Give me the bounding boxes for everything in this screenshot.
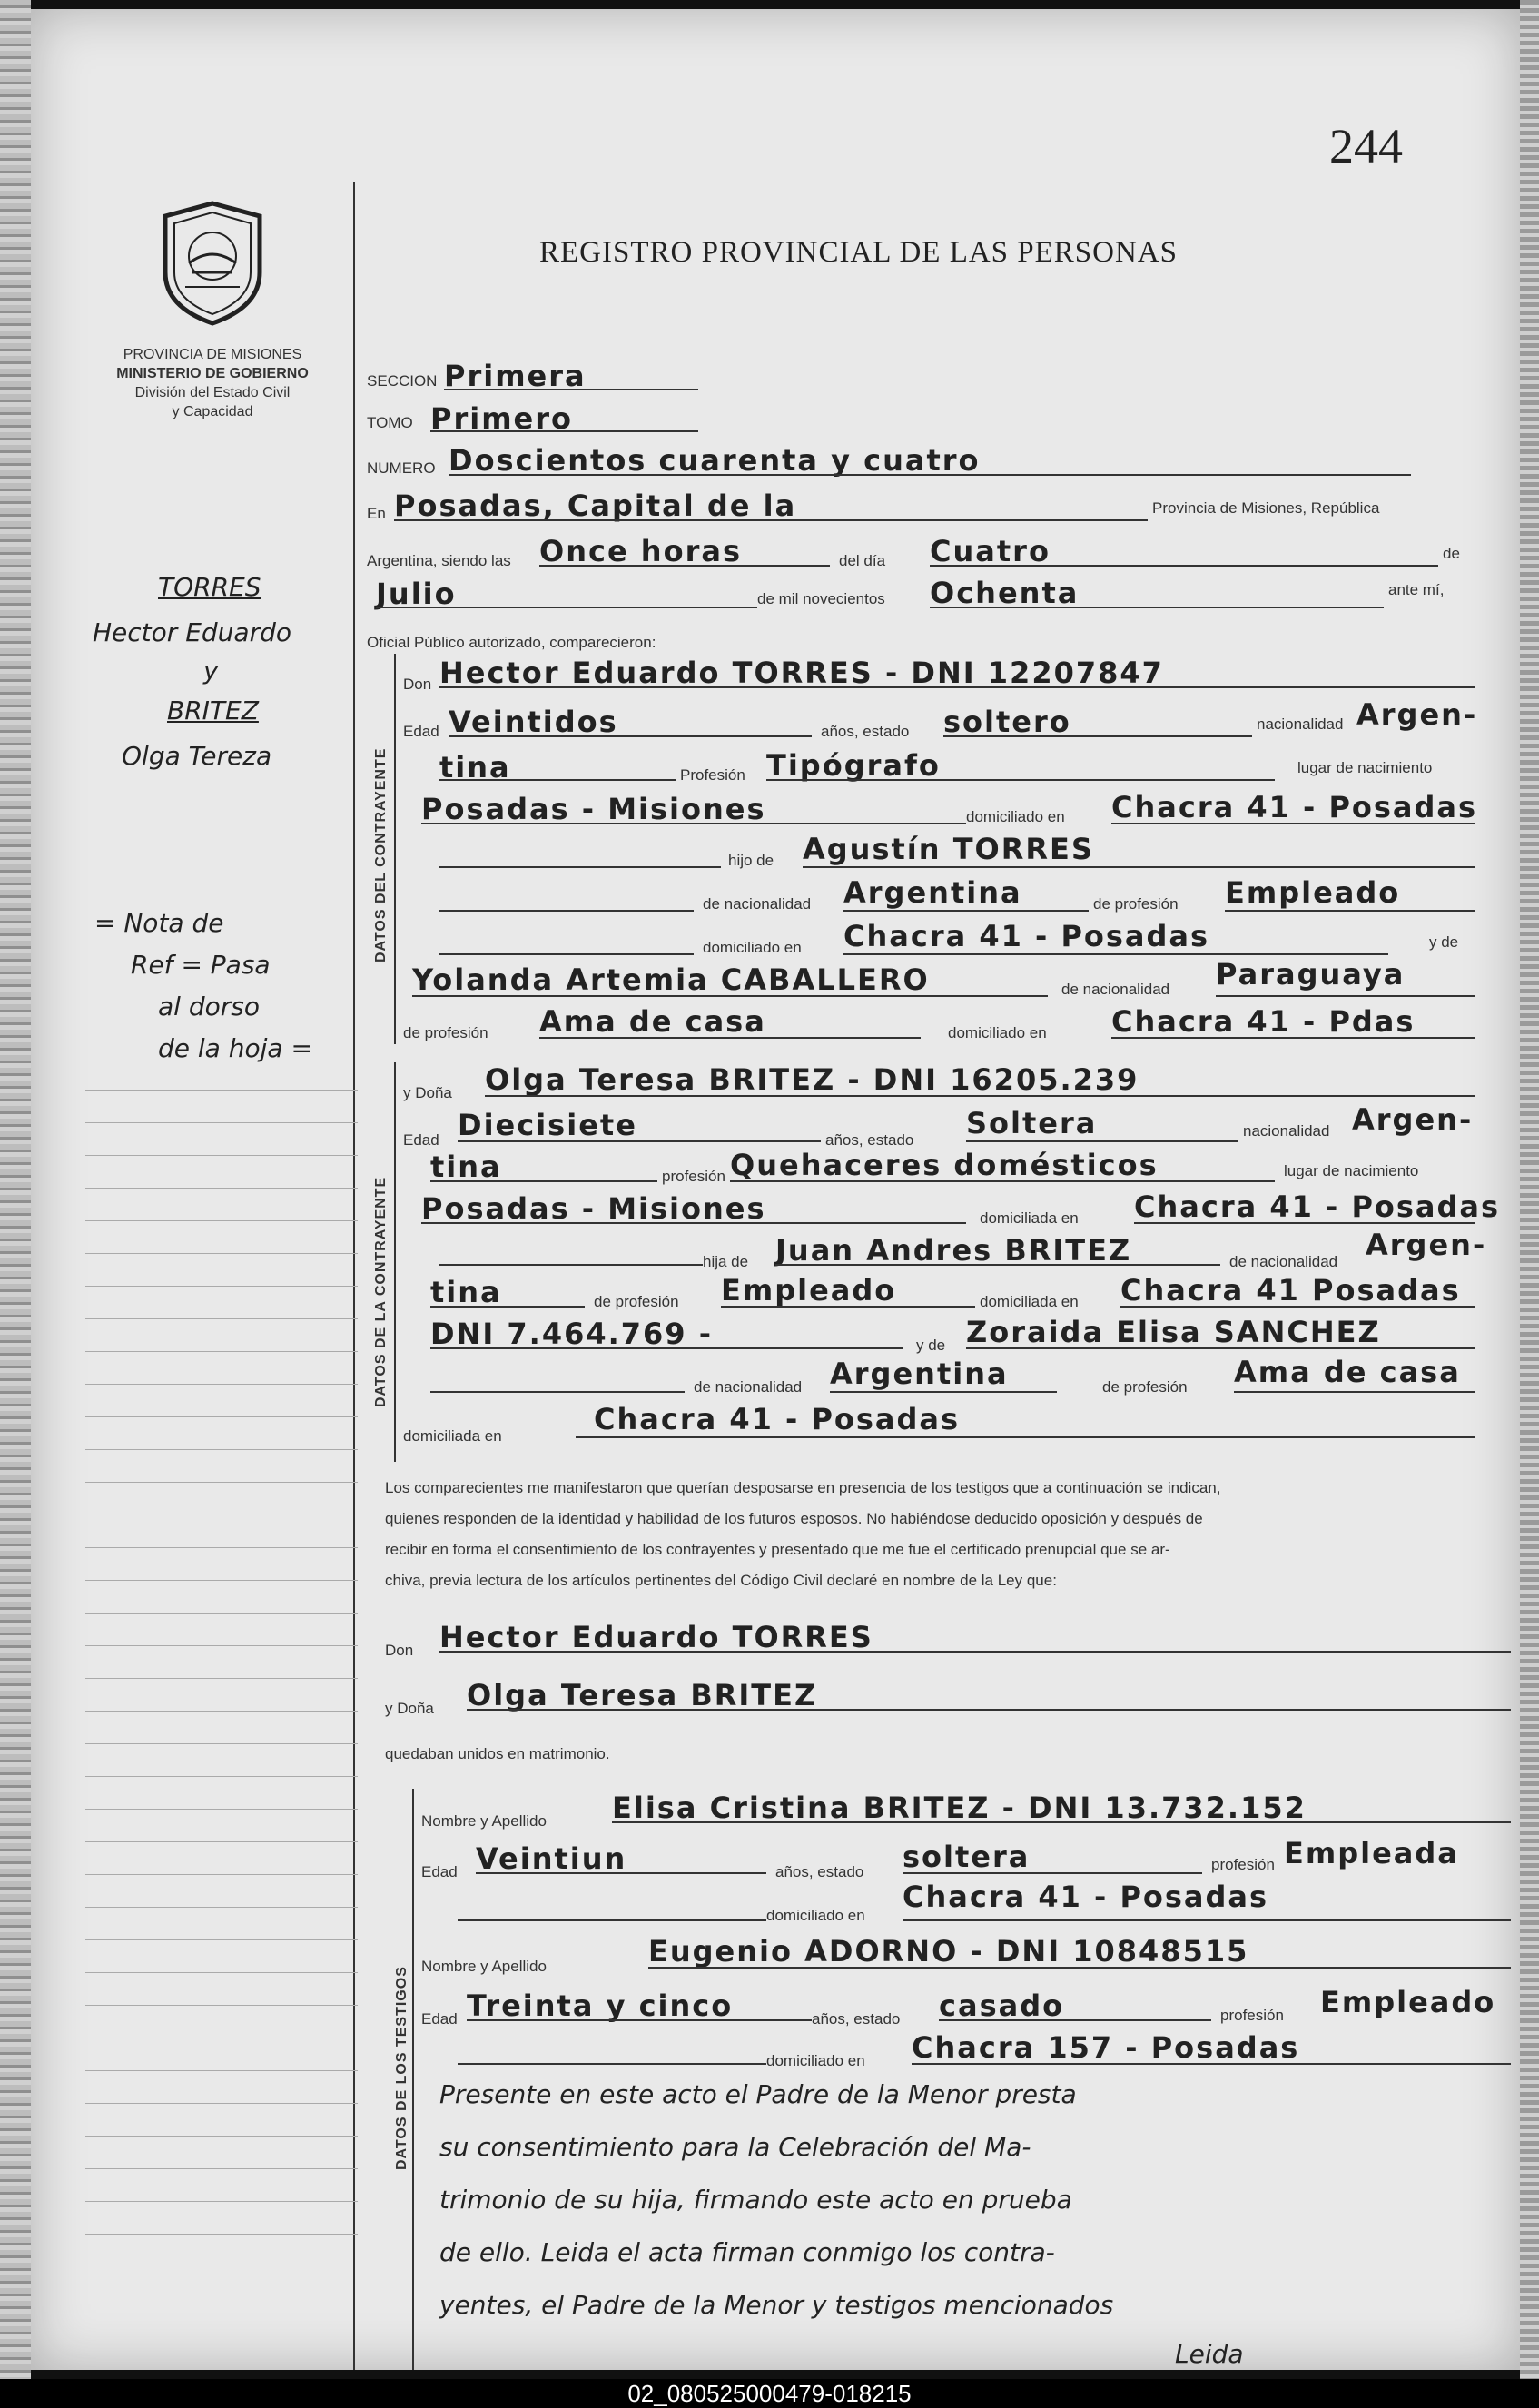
label-anios-bride: años, estado — [825, 1131, 914, 1149]
declaration-line-4: chiva, previa lectura de los artículos pertinentes del Código Civil declaré en nombre de la Ley que: — [385, 1572, 1057, 1589]
org-line-capacity: y Capacidad — [172, 404, 253, 419]
label-domicilio: domiciliado en — [966, 808, 1065, 825]
field-mes: Julio — [376, 577, 457, 611]
observation-line-1: Presente en este acto el Padre de la Menor presta — [439, 2079, 1077, 2109]
field-seccion: Primera — [444, 359, 587, 393]
margin-note-line1: = Nota de — [94, 908, 224, 938]
bride-status: Soltera — [966, 1106, 1098, 1140]
org-line-province: PROVINCIA DE MISIONES — [123, 347, 302, 362]
label-dom-bride-mother: domiciliada en — [403, 1427, 502, 1445]
folio-number: 244 — [1329, 119, 1403, 173]
witness2-age: Treinta y cinco — [467, 1989, 734, 2023]
label-edad: Edad — [403, 723, 439, 740]
bride-father-address: Chacra 41 Posadas — [1120, 1273, 1461, 1308]
bride-mother-profession: Ama de casa — [1234, 1355, 1461, 1389]
observation-line-5: yentes, el Padre de la Menor y testigos mencionados — [439, 2290, 1114, 2320]
label-don-declared: Don — [385, 1642, 414, 1659]
label-witness1-age: Edad — [421, 1863, 458, 1880]
label-en: En — [367, 505, 386, 522]
observation-line-4: de ello. Leida el acta firman conmigo los contra- — [439, 2237, 1055, 2267]
org-line-division: División del Estado Civil — [134, 385, 291, 400]
bride-father-profession: Empleado — [721, 1273, 897, 1308]
groom-mother: Yolanda Artemia CABALLERO — [412, 962, 930, 997]
declaration-line-2: quienes responden de la identidad y habilidad de los futuros esposos. No habiéndose deducido oposición y después de — [385, 1510, 1203, 1527]
label-mil: de mil novecientos — [757, 590, 885, 607]
bride-section-label: DATOS DE LA CONTRAYENTE — [373, 1176, 389, 1407]
label-witness1-profession: profesión — [1211, 1856, 1275, 1873]
bride-name: Olga Teresa BRITEZ - DNI 16205.239 — [485, 1062, 1139, 1097]
label-hijo: hijo de — [728, 852, 774, 869]
groom-father-nationality: Argentina — [843, 875, 1022, 910]
groom-father-address: Chacra 41 - Posadas — [843, 919, 1210, 953]
label-y-de-bride: y de — [916, 1337, 946, 1354]
groom-age: Veintidos — [449, 705, 618, 739]
bride-father-dni: DNI 7.464.769 - — [430, 1317, 713, 1351]
label-edad-bride: Edad — [403, 1131, 439, 1149]
margin-name-groom: Hector Eduardo — [93, 617, 291, 647]
label-dom-madre: domiciliado en — [948, 1024, 1047, 1041]
groom-profession: Tipógrafo — [766, 748, 941, 783]
field-numero: Doscientos cuarenta y cuatro — [449, 443, 981, 478]
margin-note-line3: al dorso — [158, 992, 260, 1021]
bride-nationality-2: tina — [430, 1150, 502, 1184]
label-witness1-name: Nombre y Apellido — [421, 1812, 547, 1830]
groom-father-profession: Empleado — [1225, 875, 1401, 910]
declaration-line-1: Los comparecientes me manifestaron que querían desposarse en presencia de los testigos que a continuación se indican, — [385, 1479, 1221, 1496]
groom-mother-address: Chacra 41 - Pdas — [1111, 1004, 1416, 1039]
declared-bride: Olga Teresa BRITEZ — [467, 1678, 818, 1712]
bride-address: Chacra 41 - Posadas — [1134, 1189, 1501, 1224]
bride-nationality-1: Argen- — [1352, 1102, 1474, 1137]
label-nacionalidad: nacionalidad — [1257, 715, 1344, 733]
label-hija: hija de — [703, 1253, 749, 1270]
witness2-name: Eugenio ADORNO - DNI 10848515 — [648, 1934, 1249, 1969]
witness-section-rule — [412, 1789, 414, 2370]
groom-section-rule — [394, 654, 396, 1044]
groom-birthplace: Posadas - Misiones — [421, 792, 766, 826]
label-tomo: TOMO — [367, 414, 413, 431]
label-numero: NUMERO — [367, 459, 436, 477]
label-prof-bride-father: de profesión — [594, 1293, 679, 1310]
label-prof-bride-mother: de profesión — [1102, 1378, 1188, 1396]
bride-mother: Zoraida Elisa SANCHEZ — [966, 1315, 1381, 1349]
register-page — [31, 9, 1520, 2370]
bride-age: Diecisiete — [458, 1108, 637, 1142]
label-lugar-bride: lugar de nacimiento — [1284, 1162, 1419, 1179]
observation-line-6: Leida — [1175, 2339, 1244, 2369]
book-page-edge — [1520, 0, 1539, 2379]
bride-section-rule — [394, 1062, 396, 1462]
image-caption: 02_080525000479-018215 — [627, 2380, 912, 2407]
witness2-profession: Empleado — [1320, 1985, 1496, 2019]
witness1-name: Elisa Cristina BRITEZ - DNI 13.732.152 — [612, 1791, 1307, 1825]
margin-conjunction: y — [203, 656, 219, 686]
label-dia: del día — [839, 552, 886, 569]
label-argentina: Argentina, siendo las — [367, 552, 511, 569]
groom-address: Chacra 41 - Posadas — [1111, 790, 1478, 824]
page-title: REGISTRO PROVINCIAL DE LAS PERSONAS — [539, 236, 1179, 269]
label-ante: ante mí, — [1388, 581, 1445, 598]
bride-father: Juan Andres BRITEZ — [775, 1233, 1132, 1268]
label-profesion: Profesión — [680, 766, 745, 784]
label-witness2-age: Edad — [421, 2010, 458, 2028]
witness1-address: Chacra 41 - Posadas — [903, 1880, 1269, 1914]
label-dona-declared: y Doña — [385, 1700, 434, 1717]
witness1-status: soltera — [903, 1840, 1031, 1874]
label-provincia: Provincia de Misiones, República — [1152, 499, 1380, 517]
label-seccion: SECCION — [367, 372, 438, 390]
issuing-office — [76, 345, 349, 421]
bride-father-nationality-1: Argen- — [1366, 1228, 1487, 1262]
label-oficial: Oficial Público autorizado, comparecieron: — [367, 634, 656, 651]
groom-mother-profession: Ama de casa — [539, 1004, 766, 1039]
label-dona: y Doña — [403, 1084, 452, 1101]
label-don: Don — [403, 676, 432, 693]
witness2-address: Chacra 157 - Posadas — [912, 2030, 1300, 2065]
label-nac-bride: nacionalidad — [1243, 1122, 1330, 1140]
label-nac-bride-mother: de nacionalidad — [694, 1378, 803, 1396]
label-dom-bride-father: domiciliada en — [980, 1293, 1079, 1310]
field-tomo: Primero — [430, 401, 574, 436]
witness1-age: Veintiun — [476, 1841, 627, 1876]
label-dom-padre: domiciliado en — [703, 939, 802, 956]
bride-birthplace: Posadas - Misiones — [421, 1191, 766, 1226]
label-prof-padre: de profesión — [1093, 895, 1179, 913]
label-nac-bride-father: de nacionalidad — [1229, 1253, 1338, 1270]
label-witness2-status: años, estado — [812, 2010, 901, 2028]
field-anio: Ochenta — [930, 576, 1080, 610]
margin-rule — [353, 182, 355, 2370]
field-dia: Cuatro — [930, 534, 1051, 568]
bride-profession: Quehaceres domésticos — [730, 1148, 1159, 1182]
label-witness1-address: domiciliado en — [766, 1907, 865, 1924]
groom-section-label: DATOS DEL CONTRAYENTE — [373, 747, 389, 962]
witness1-profession: Empleada — [1284, 1836, 1459, 1870]
label-witness1-status: años, estado — [775, 1863, 864, 1880]
groom-mother-nationality: Paraguaya — [1216, 957, 1406, 992]
observation-line-2: su consentimiento para la Celebración del Ma- — [439, 2132, 1031, 2162]
margin-name-bride: Olga Tereza — [122, 741, 272, 771]
label-witness2-address: domiciliado en — [766, 2052, 865, 2069]
margin-surname-groom: TORRES — [158, 572, 261, 602]
groom-nationality-1: Argen- — [1356, 697, 1478, 732]
marriage-closing: quedaban unidos en matrimonio. — [385, 1745, 610, 1762]
margin-note-line4: de la hoja = — [158, 1033, 312, 1063]
org-line-ministry: MINISTERIO DE GOBIERNO — [116, 366, 309, 381]
field-lugar: Posadas, Capital de la — [394, 489, 797, 523]
label-anios: años, estado — [821, 723, 910, 740]
groom-nationality-2: tina — [439, 750, 511, 785]
book-binding-edge — [0, 0, 31, 2379]
label-nac-madre: de nacionalidad — [1061, 981, 1170, 998]
label-de: de — [1443, 545, 1460, 562]
bride-mother-address: Chacra 41 - Posadas — [594, 1402, 961, 1436]
declaration-line-3: recibir en forma el consentimiento de los contrayentes y presentado que me fue el certificado prenupcial que se ar- — [385, 1541, 1170, 1558]
groom-status: soltero — [943, 705, 1071, 739]
label-lugar: lugar de nacimiento — [1297, 759, 1433, 776]
label-witness2-profession: profesión — [1220, 2007, 1284, 2024]
groom-father: Agustín TORRES — [803, 832, 1094, 866]
margin-surname-bride: BRITEZ — [167, 696, 259, 725]
margin-note-line2: Ref = Pasa — [131, 950, 271, 980]
declaration-paragraph — [385, 1473, 1475, 1596]
provincial-seal-icon — [158, 200, 267, 327]
observation-line-3: trimonio de su hija, firmando este acto en prueba — [439, 2185, 1072, 2215]
label-y-de: y de — [1429, 933, 1459, 951]
groom-name: Hector Eduardo TORRES - DNI 12207847 — [439, 656, 1164, 690]
label-dom-bride: domiciliada en — [980, 1209, 1079, 1227]
field-hora: Once horas — [539, 534, 742, 568]
label-nac-padre: de nacionalidad — [703, 895, 812, 913]
label-prof-madre: de profesión — [403, 1024, 488, 1041]
label-witness2-name: Nombre y Apellido — [421, 1958, 547, 1975]
bride-mother-nationality: Argentina — [830, 1357, 1009, 1391]
declared-groom: Hector Eduardo TORRES — [439, 1620, 873, 1654]
witness-section-label: DATOS DE LOS TESTIGOS — [394, 1966, 409, 2170]
witness2-status: casado — [939, 1989, 1065, 2023]
bride-father-nationality-2: tina — [430, 1275, 502, 1309]
label-prof-bride: profesión — [662, 1168, 725, 1185]
